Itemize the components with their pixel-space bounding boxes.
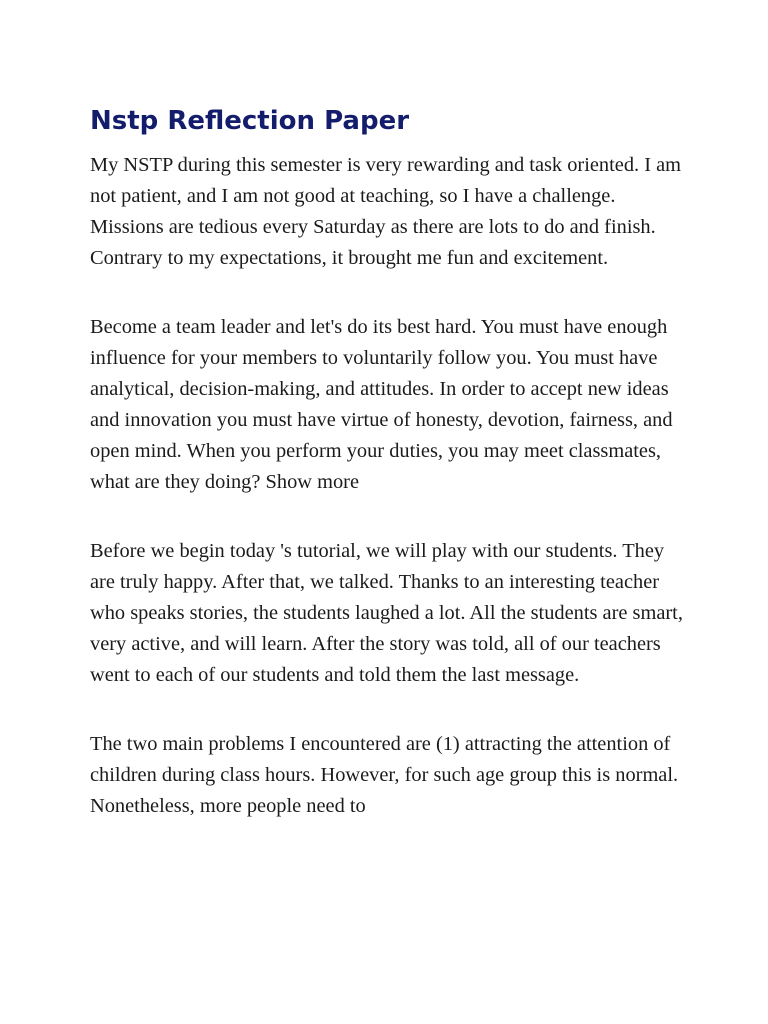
paragraph-text: The two main problems I encountered are (1) attracting the attention of children during class hours. However, for such age group this is normal. Nonetheless, more people need to — [90, 733, 679, 817]
article — [90, 100, 690, 822]
paragraph-text: Before we begin today 's tutorial, we will play with our students. They are truly happy. After that, we talked. Thanks to an interesting teacher who speaks stories, the students laughed a lot. All the students are smart, very active, and will learn. After the story was told, all of our teachers went to each of our students and told them the last message. — [90, 540, 683, 686]
paragraph-text: My NSTP during this semester is very rewarding and task oriented. I am not patient, and I am not good at teaching, so I have a challenge. Missions are tedious every Saturday as there are lots to do and finish. Contrary to my expectations, it brought me fun and excitement. — [90, 154, 682, 269]
paragraph-3 — [90, 536, 690, 691]
paragraph-1 — [90, 150, 690, 274]
page-title: Nstp Reflection Paper — [90, 106, 410, 136]
paragraph-2 — [90, 312, 690, 498]
paragraph-4 — [90, 729, 690, 822]
show-more-link[interactable]: Show more — [265, 471, 359, 493]
paragraph-text: Become a team leader and let's do its best hard. You must have enough influence for your members to voluntarily follow you. You must have analytical, decision-making, and attitudes. In order to accept new ideas and innovation you must have virtue of honesty, devotion, fairness, and open mind. When you perform your duties, you may meet classmates, what are they doing? — [90, 316, 673, 493]
